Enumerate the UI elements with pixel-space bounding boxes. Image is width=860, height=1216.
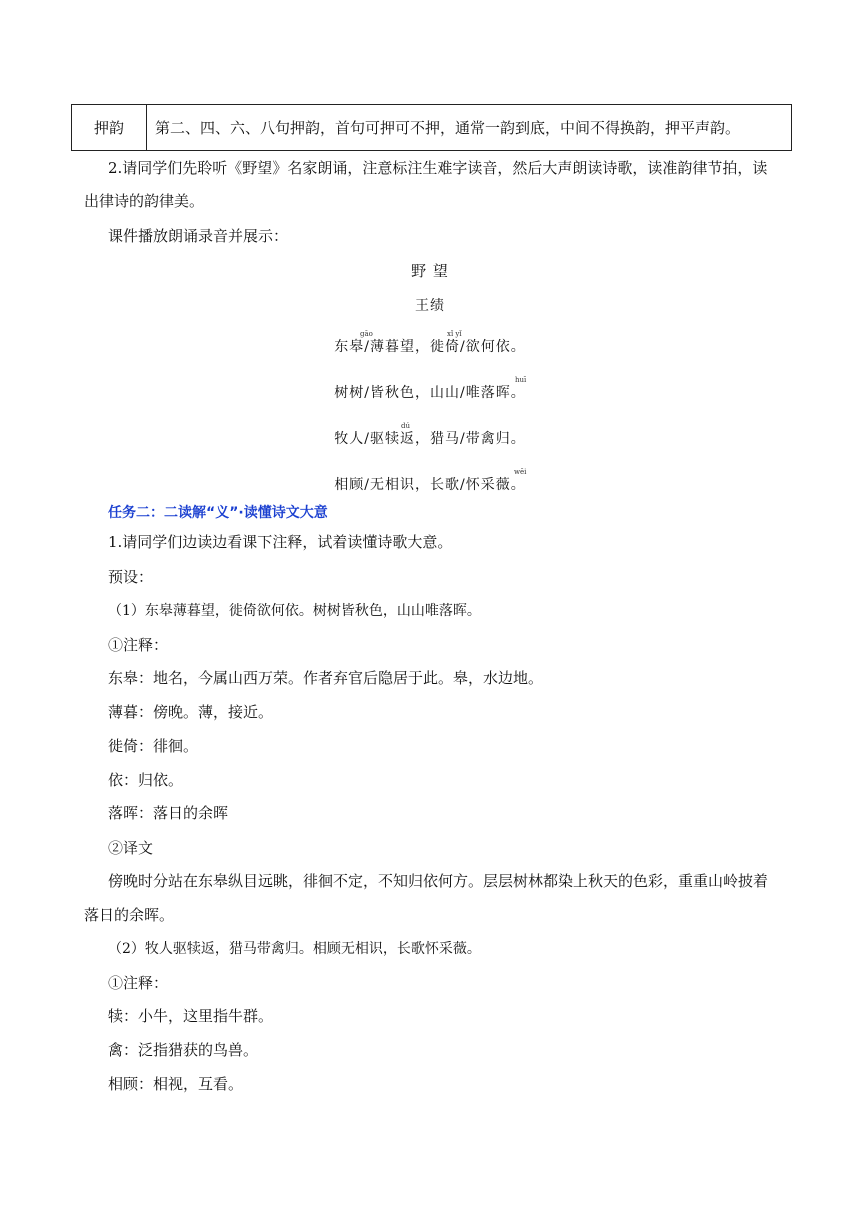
pinyin-wei: wēi bbox=[514, 468, 527, 476]
poem-title: 野 望 bbox=[411, 262, 449, 280]
instruction-line-1: 2.请同学们先聆听《野望》名家朗诵，注意标注生难字读音，然后大声朗读诗歌，读准韵律节拍，读 bbox=[108, 159, 768, 177]
note-item: 落晖：落日的余晖 bbox=[108, 804, 229, 822]
table-label-cell: 押韵 bbox=[72, 105, 147, 151]
note-item: 相顾：相视，互看。 bbox=[108, 1075, 244, 1093]
preset-label: 预设： bbox=[108, 568, 154, 586]
table-content-cell: 第二、四、六、八句押韵，首句可押可不押，通常一韵到底，中间不得换韵，押平声韵。 bbox=[147, 105, 792, 151]
translation-line-1: 傍晚时分站在东皋纵目远眺，徘徊不定，不知归依何方。层层树林都染上秋天的色彩，重重山岭披着 bbox=[108, 872, 769, 890]
poem-author: 王绩 bbox=[415, 298, 445, 314]
rhyme-table bbox=[71, 104, 792, 151]
note-item: 徙倚：徘徊。 bbox=[108, 737, 199, 755]
poem-line-4: 相顾/无相识，长歌/怀采薇。 bbox=[334, 477, 526, 493]
note-item: 禽：泛指猎获的鸟兽。 bbox=[108, 1041, 259, 1059]
task-two-intro: 1.请同学们边读边看课下注释，试着读懂诗歌大意。 bbox=[108, 533, 453, 551]
instruction-line-2: 出律诗的韵律美。 bbox=[84, 192, 205, 210]
pinyin-hui: huī bbox=[515, 376, 527, 384]
note-item: 依：归依。 bbox=[108, 771, 184, 789]
pinyin-gao: gāo bbox=[360, 330, 373, 338]
note-item: 薄暮：傍晚。薄，接近。 bbox=[108, 703, 274, 721]
notes-label-2: ①注释： bbox=[108, 974, 169, 992]
poem-line-1: 东皋/薄暮望，徙倚/欲何依。 bbox=[334, 339, 526, 355]
note-item: 东皋：地名，今属山西万荣。作者弃官后隐居于此。皋，水边地。 bbox=[108, 669, 544, 687]
notes-label-1: ①注释： bbox=[108, 636, 169, 654]
stanza-1-quote: （1）东皋薄暮望，徙倚欲何依。树树皆秋色，山山唯落晖。 bbox=[108, 603, 481, 619]
play-note: 课件播放朗诵录音并展示： bbox=[108, 227, 289, 245]
translation-line-2: 落日的余晖。 bbox=[84, 906, 175, 924]
poem-line-2: 树树/皆秋色，山山/唯落晖。 bbox=[334, 385, 526, 401]
poem-line-3: 牧人/驱犊返，猎马/带禽归。 bbox=[334, 431, 526, 447]
task-two-heading: 任务二：二读解“义”·读懂诗文大意 bbox=[108, 505, 328, 521]
note-item: 犊：小牛，这里指牛群。 bbox=[108, 1007, 274, 1025]
table-row bbox=[72, 105, 792, 151]
stanza-2-quote: （2）牧人驱犊返，猎马带禽归。相顾无相识，长歌怀采薇。 bbox=[108, 941, 481, 957]
pinyin-du: dú bbox=[401, 422, 410, 430]
translation-label: ②译文 bbox=[108, 839, 154, 857]
pinyin-xiyi: xǐ yǐ bbox=[447, 330, 462, 338]
